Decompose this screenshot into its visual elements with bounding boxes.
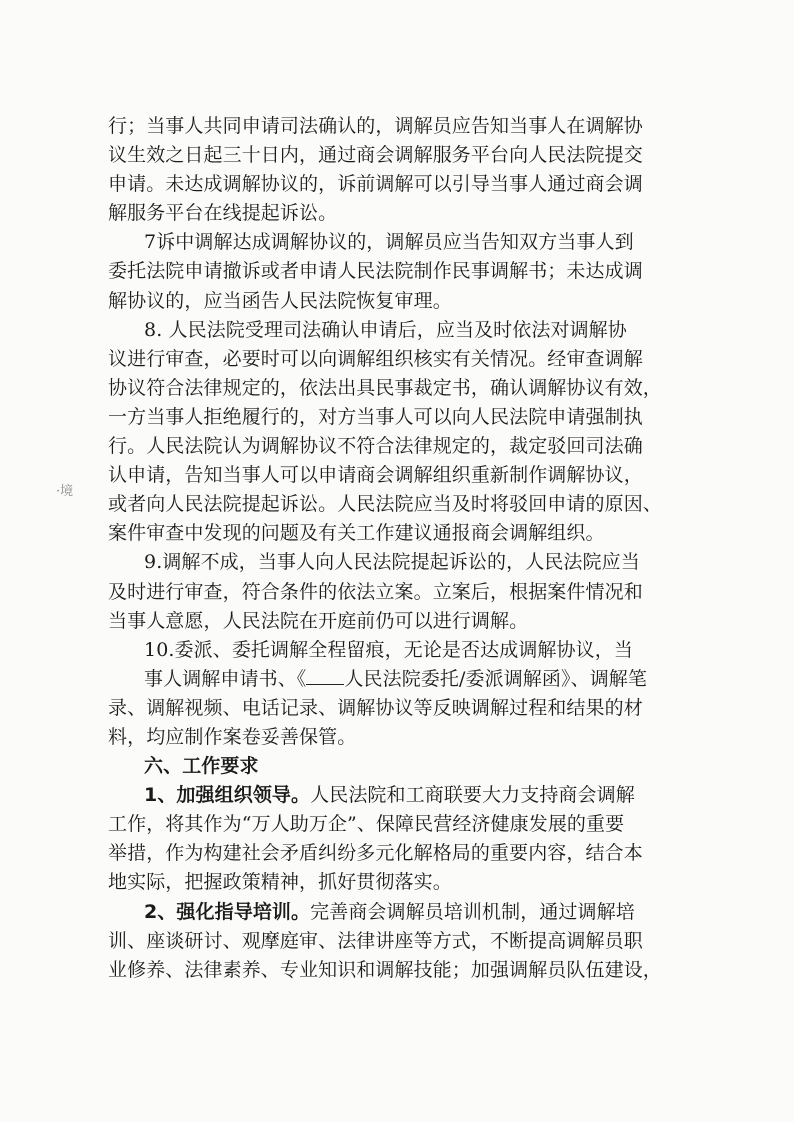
document-body [108,112,698,985]
text-line: 录、调解视频、电话记录、调解协议等反映调解过程和结果的材 [108,696,643,719]
margin-mark: ·境 [56,484,74,499]
text-line: 认申请，告知当事人可以申请商会调解组织重新制作调解协议， [108,464,643,487]
text-line: 举措，作为构建社会矛盾纠纷多元化解格局的重要内容，结合本 [108,842,643,865]
text-line: 地实际，把握政策精神，抓好贯彻落实。 [108,871,452,894]
requirement-1-title: 1、加强组织领导。 [144,784,311,807]
text-line: 议进行审查，必要时可以向调解组织核实有关情况。经审查调解 [108,347,643,370]
text-line: 及时进行审查，符合条件的依法立案。立案后，根据案件情况和 [108,580,643,603]
requirement-1-first-line [108,781,698,810]
text-line: 案件审查中发现的问题及有关工作建议通报商会调解组织。 [108,522,605,545]
requirement-1-text: 人民法院和工商联要大力支持商会调解 [310,784,635,807]
text-line: 工作，将其作为“万人助万企”、保障民营经济健康发展的重要 [108,813,625,836]
requirement-2-first-line [108,898,698,927]
text-line: 7诉中调解达成调解协议的，调解员应当告知双方当事人到 [144,231,634,254]
text-line: 行；当事人共同申请司法确认的，调解员应告知当事人在调解协 [108,115,643,137]
text-line: 当事人意愿，人民法院在开庭前仍可以进行调解。 [108,609,529,632]
text-line: 9.调解不成，当事人向人民法院提起诉讼的，人民法院应当 [144,551,640,574]
text-line: 8. 人民法院受理司法确认申请后，应当及时依法对调解协 [144,318,627,341]
text-line: 议生效之日起三十日内，通过商会调解服务平台向人民法院提交 [108,144,643,167]
paragraph-block-a [108,112,698,665]
text-line: 料，均应制作案卷妥善保管。 [108,725,357,748]
text-line-with-blank [108,665,698,694]
blank-line-after-text: 人民法院委托/委派调解函》、调解笔 [344,667,648,690]
blank-line-before-text: 事人调解申请书、《 [144,667,307,690]
requirement-1-body [108,810,698,897]
text-line: 申请。未达成调解协议的，诉前调解可以引导当事人通过商会调 [108,173,643,196]
text-line: 一方当事人拒绝履行的，对方当事人可以向人民法院申请强制执 [108,405,643,428]
text-line: 委托法院申请撤诉或者申请人民法院制作民事调解书；未达成调 [108,260,643,283]
requirement-2-title: 2、强化指导培训。 [144,900,311,923]
text-line: 解协议的，应当函告人民法院恢复审理。 [108,289,452,312]
text-line: 训、座谈研讨、观摩庭审、法律讲座等方式，不断提高调解员职 [108,929,643,952]
section-heading: 六、工作要求 [144,755,259,778]
paragraph-block-b [108,694,698,752]
text-line: 协议符合法律规定的，依法出具民事裁定书，确认调解协议有效， [108,376,662,399]
requirement-2-text: 完善商会调解员培训机制，通过调解培 [310,900,635,923]
text-line: 行。人民法院认为调解协议不符合法律规定的，裁定驳回司法确 [108,435,643,458]
text-line: 业修养、法律素养、专业知识和调解技能；加强调解员队伍建设， [108,958,662,981]
text-line: 或者向人民法院提起诉讼。人民法院应当及时将驳回申请的原因、 [108,493,662,516]
text-line: 10.委派、委托调解全程留痕，无论是否达成调解协议，当 [144,638,633,661]
requirement-2-body [108,927,698,985]
fill-in-blank [306,666,344,685]
text-line: 解服务平台在线提起诉讼。 [108,202,338,225]
